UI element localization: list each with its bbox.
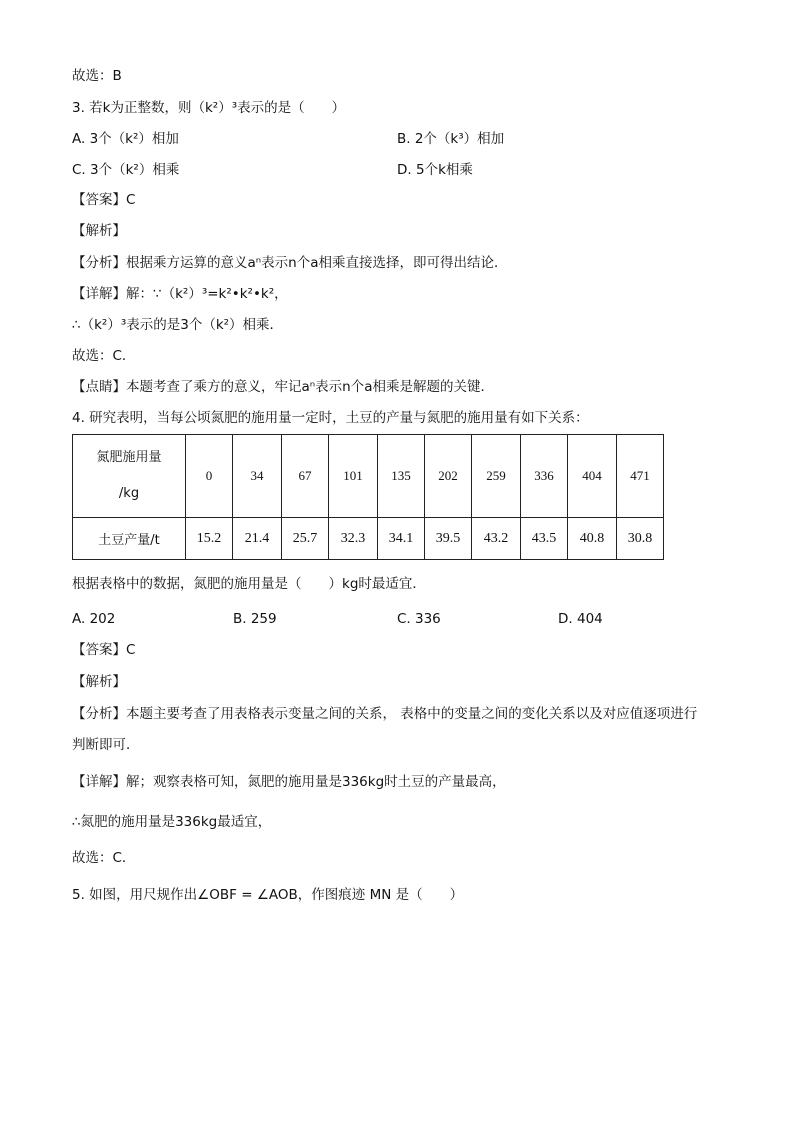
table-row-nitrogen — [73, 435, 664, 518]
q4-option-c: C. 336 — [397, 611, 441, 627]
question-4-prompt: 根据表格中的数据，氮肥的施用量是（ ）kg时最适宜． — [72, 576, 426, 592]
q4-option-b: B. 259 — [233, 611, 277, 627]
table-cell: 34 — [233, 435, 282, 518]
table-cell: 404 — [568, 435, 617, 518]
jiexi-4: 【解析】 — [72, 674, 126, 690]
table-cell: 259 — [472, 435, 521, 518]
table-cell: 471 — [617, 435, 664, 518]
data-table — [72, 434, 664, 560]
line-choice-b: 故选：B — [72, 68, 122, 84]
table-cell: 15.2 — [186, 518, 233, 560]
table-cell: 34.1 — [378, 518, 425, 560]
analysis-4-line2: 判断即可． — [72, 737, 140, 753]
question-5: 5. 如图，用尺规作出∠OBF = ∠AOB，作图痕迹 MN 是（ ） — [72, 887, 464, 903]
answer-4: 【答案】C — [72, 642, 136, 658]
choice-3: 故选：C． — [72, 348, 136, 364]
detail-4: 【详解】解；观察表格可知，氮肥的施用量是336kg时土豆的产量最高， — [72, 774, 506, 790]
header-nitrogen — [73, 435, 186, 518]
table-cell: 30.8 — [617, 518, 664, 560]
table-cell: 101 — [329, 435, 378, 518]
question-3: 3. 若k为正整数，则（k²）³表示的是（ ） — [72, 100, 346, 116]
table-cell: 202 — [425, 435, 472, 518]
q3-option-c: C. 3个（k²）相乘 — [72, 162, 180, 178]
q3-option-a: A. 3个（k²）相加 — [72, 131, 179, 147]
table-cell: 0 — [186, 435, 233, 518]
table-cell: 135 — [378, 435, 425, 518]
table-row-yield — [73, 518, 664, 560]
table-cell: 336 — [521, 435, 568, 518]
q4-option-a: A. 202 — [72, 611, 116, 627]
question-4: 4. 研究表明，当每公顷氮肥的施用量一定时，土豆的产量与氮肥的施用量有如下关系： — [72, 410, 589, 426]
q3-option-b: B. 2个（k³）相加 — [397, 131, 505, 147]
table-cell: 67 — [282, 435, 329, 518]
conclusion-3: ∴（k²）³表示的是3个（k²）相乘． — [72, 317, 284, 333]
table-cell: 21.4 — [233, 518, 282, 560]
header-yield: 土豆产量/t — [73, 518, 186, 560]
table-cell: 32.3 — [329, 518, 378, 560]
q4-option-d: D. 404 — [558, 611, 603, 627]
analysis-3: 【分析】根据乘方运算的意义aⁿ表示n个a相乘直接选择，即可得出结论． — [72, 255, 508, 271]
header-nitrogen-unit: /kg — [118, 486, 140, 501]
table-cell: 43.5 — [521, 518, 568, 560]
table-cell: 25.7 — [282, 518, 329, 560]
table-cell: 43.2 — [472, 518, 521, 560]
analysis-4-line1: 【分析】本题主要考查了用表格表示变量之间的关系， 表格中的变量之间的变化关系以及对应值逐项进行 — [72, 706, 698, 722]
dianjing-3: 【点睛】本题考查了乘方的意义，牢记aⁿ表示n个a相乘是解题的关键． — [72, 379, 494, 395]
choice-4: 故选：C． — [72, 850, 136, 866]
header-nitrogen-label: 氮肥施用量 — [96, 450, 162, 465]
q3-option-d: D. 5个k相乘 — [397, 162, 473, 178]
table-cell: 40.8 — [568, 518, 617, 560]
conclusion-4: ∴氮肥的施用量是336kg最适宜， — [72, 814, 272, 830]
answer-3: 【答案】C — [72, 192, 136, 208]
detail-3: 【详解】解：∵（k²）³=k²•k²•k²， — [72, 286, 288, 302]
jiexi-3: 【解析】 — [72, 223, 126, 239]
table-cell: 39.5 — [425, 518, 472, 560]
